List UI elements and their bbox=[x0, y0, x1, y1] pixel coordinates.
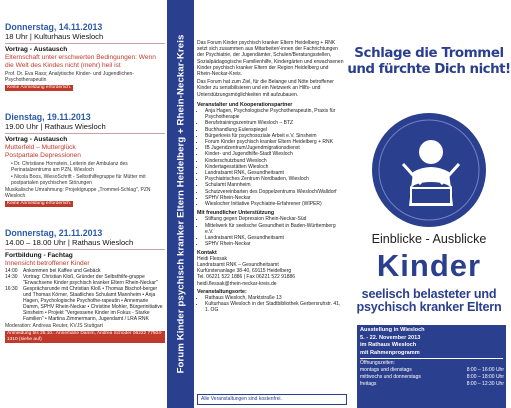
event-1 bbox=[5, 22, 165, 91]
program-row bbox=[5, 286, 165, 322]
list-item: • Landratsamt RNK, Gesundheitsamt bbox=[205, 170, 344, 176]
main-title: Kinder bbox=[376, 248, 482, 283]
list-item: • Wieslocher Initiative Psychiatrie-Erfahrener (WIPER) bbox=[205, 201, 344, 207]
event-subtitle: Postpartale Depressionen bbox=[5, 152, 81, 159]
program-time: 14:30 bbox=[5, 274, 18, 280]
drum-illustration-icon bbox=[369, 110, 489, 230]
slogan-line-2: und fürchte Dich nicht! bbox=[347, 62, 511, 77]
hours-row bbox=[360, 374, 504, 381]
list-item: • Kinderschutzbund Wiesloch bbox=[205, 158, 344, 164]
program-row bbox=[5, 274, 165, 286]
event-date: Dienstag, 19.11.2013 bbox=[5, 112, 91, 122]
divider bbox=[5, 133, 165, 134]
list-item: • Berufstrainingszentrum Wiesloch – BTZ bbox=[205, 120, 344, 126]
support-list bbox=[197, 216, 344, 247]
list-item: • Landratsamt RNK, Gesundheitsamt bbox=[205, 235, 344, 241]
event-subtitle: Mutterfeld – Mutterglück bbox=[5, 144, 76, 151]
event-speaker: Prof. Dr. Eva Rass; Analytische Kinder- und Jugendlichen-Psychotherapeutin bbox=[5, 71, 134, 83]
support-heading: Mit freundlicher Unterstützung bbox=[197, 210, 275, 217]
exhibition-info-box bbox=[357, 325, 506, 408]
event-date: Donnerstag, 14.11.2013 bbox=[5, 22, 103, 32]
hours-day: montags und dienstags bbox=[360, 367, 412, 374]
divider bbox=[5, 249, 165, 250]
left-panel bbox=[0, 0, 167, 408]
list-item: • Forum Kinder psychisch kranker Eltern Heidelberg + RNK bbox=[205, 139, 344, 145]
event-bullet: • Dr. Christiane Hornstein, Leiterin der Ambulanz des Perinatalzentrums am PZN, Wiesloch bbox=[11, 161, 128, 173]
contact-line: Landratsamt RNK – Gesundheitsamt bbox=[197, 261, 279, 268]
event-type: Vortrag - Austausch bbox=[5, 136, 68, 143]
hours-time: 8:00 – 12:30 Uhr bbox=[466, 381, 504, 388]
list-item: • Rathaus Wiesloch, Marktstraße 13 bbox=[205, 295, 344, 301]
list-item: • Schutzvereinbarten des Doppelzentrums Wiesloch/Walldorf bbox=[205, 189, 344, 195]
slogan-line-1: Schlage die Trommel bbox=[354, 46, 504, 61]
event-date: Donnerstag, 21.11.2013 bbox=[5, 228, 103, 238]
event-time: 18 Uhr | Kulturhaus Wiesloch bbox=[5, 32, 104, 41]
list-item: • Stiftung gegen Depression Rhein-Neckar-Süd bbox=[205, 216, 344, 222]
bullet-text: Dr. Christiane Hornstein, Leiterin der Ambulanz des Perinatalzentrums am PZN, Wiesloch bbox=[11, 161, 128, 173]
hours-row bbox=[360, 381, 504, 388]
hours-heading: Öffnungszeiten: bbox=[360, 360, 395, 367]
right-panel bbox=[347, 0, 511, 408]
program-table bbox=[5, 268, 165, 322]
hours-day: mittwochs und donnerstags bbox=[360, 374, 421, 381]
main-subtitle-2: psychisch kranker Eltern bbox=[356, 300, 502, 314]
list-item: • SPHV Rhein-Neckar bbox=[205, 195, 344, 201]
venues-list bbox=[197, 295, 344, 314]
middle-content bbox=[197, 40, 344, 314]
event-music: Musikalische Umrahmung: Projektgruppe „Trommel-Schlag", PZN Wiesloch bbox=[5, 187, 151, 199]
contact-line: Heidi Flessak bbox=[197, 255, 228, 262]
hours-time: 8:00 – 16:00 Uhr bbox=[466, 367, 504, 374]
info-line: 5. - 22. November 2013 bbox=[360, 334, 421, 341]
intro-text: Das Forum Kinder psychisch kranker Eltern Heidelberg + RNK setzt sich zusammen aus Mitarbeiter/-innen der Fachrichtungen der Psychiatrie, der Jugendämter, Schulen/Beratungsstellen, Sozialpädagogische Familienhilfe, Kindergärten und erwachsenen Kinder psychisch kranker Eltern der Region Heidelberg und Rhein-Neckar-Kreis. bbox=[197, 40, 344, 78]
event-type: Vortrag - Austausch bbox=[5, 46, 68, 53]
program-desc: Vortrag: Christian Kloß, Gründer der Selbsthilfe-gruppe "Erwachsene Kinder psychisch kranker Eltern Rhein-Neckar" bbox=[23, 274, 158, 286]
list-item: • Schulamt Mannheim bbox=[205, 182, 344, 188]
list-item: • Bürgerkreis für psychosoziale Arbeit e.V. Sinsheim bbox=[205, 133, 344, 139]
list-item: • IB Jugendzentrum/Jugendmigrationsdienst bbox=[205, 145, 344, 151]
event-time: 14.00 – 18.00 Uhr | Rathaus Wiesloch bbox=[5, 238, 134, 247]
event-note: Keine Anmeldung erforderlich. bbox=[7, 201, 72, 206]
list-item: • Anja Hagen, Psychologische Psychotherapeutin, Praxis für Psychotherapie bbox=[205, 108, 344, 120]
event-time: 19.00 Uhr | Rathaus Wiesloch bbox=[5, 122, 106, 131]
organizers-heading: Veranstalter und Kooperationspartner bbox=[197, 101, 293, 108]
side-strip bbox=[167, 0, 194, 408]
event-note: Anmeldung bis 25.10.: Annemarie Damm, Andrea Schoder 06222 77504-1310 (siehe auf) bbox=[5, 331, 165, 343]
bullet-text: Nicola Boos, WiesoSchrift - Selbsthilfegruppe für Mütter mit postpartalen psychischen Störungen bbox=[11, 174, 146, 186]
event-bullet: • Nicola Boos, WiesoSchrift - Selbsthilfegruppe für Mütter mit postpartalen psychischen Störungen bbox=[11, 174, 146, 186]
event-subtitle: Elternschaft unter erschwerten Bedingungen: Wenn die Welt des Kindes nicht (mehr) heil ist bbox=[5, 54, 156, 69]
list-item: • Mittelwerk für seelische Gesundheit in Baden-Württemberg e.V. bbox=[205, 223, 344, 235]
list-item: • Kinder- und Jugendhilfe-Stadt Wiesloch bbox=[205, 151, 344, 157]
contact-email[interactable]: heidi.flessak@rhein-neckar-kreis.de bbox=[197, 280, 277, 287]
program-time: 14:00 bbox=[5, 268, 18, 274]
contact-line: Tel. 06221 522 1886 | Fax 06221 522 91886 bbox=[197, 274, 296, 281]
event-type: Fortbildung - Fachtag bbox=[5, 252, 73, 259]
info-line: mit Rahmenprogramm bbox=[360, 349, 420, 356]
divider bbox=[5, 43, 165, 44]
list-item: • Kulturhaus Wiesloch in der Stadtbibliothek Gerbersruhstr. 41, 1. OG bbox=[205, 301, 344, 313]
hours-day: freitags bbox=[360, 381, 377, 388]
list-item: • Psychiatrisches Zentrum Nordbaden, Wiesloch bbox=[205, 176, 344, 182]
program-desc: Gesprächsrunde mit Christian Kloß • Thomas Bischof-berger und Thomas Körner, Staatliches Schulamt Mannheim • Anja Hagen, Psychologische Psychothe-rapeutin • Annemarie Damm, SPHV Rhein-Neckar • Christine Mohler, Bürgerinitiative Sinsheim • Projekt "Vergessene Kinder im Fokus - Starke Familien" • Martina Zimmermann, Jugendamt / LRA RNK bbox=[23, 286, 163, 322]
event-2 bbox=[5, 112, 165, 207]
event-3 bbox=[5, 228, 165, 343]
list-item: • SPHV Rhein-Neckar bbox=[205, 241, 344, 247]
venues-heading: Veranstaltungsorte: bbox=[197, 288, 247, 295]
contact-line: Kurfürstenanlage 38-40, 69115 Heidelberg bbox=[197, 268, 292, 275]
info-line: Ausstellung in Wiesloch bbox=[360, 327, 425, 333]
event-subtitle: Innensicht betroffener Kinder bbox=[5, 260, 90, 267]
free-admission-note: Alle Veranstaltungen sind kostenfrei. bbox=[197, 394, 347, 405]
hours-table bbox=[360, 367, 504, 388]
subtitle: Einblicke - Ausblicke bbox=[371, 232, 487, 246]
hours-time: 8:00 – 18:00 Uhr bbox=[466, 374, 504, 381]
main-subtitle-1: seelisch belasteter und bbox=[361, 287, 497, 301]
hours-row bbox=[360, 367, 504, 374]
list-item: • Buchhandlung Eulenspiegel bbox=[205, 127, 344, 133]
program-time: 16:30 bbox=[5, 286, 18, 292]
strip-title: Forum Kinder psychisch kranker Eltern Heidelberg + Rhein-Neckar-Kreis bbox=[175, 34, 186, 374]
event-note: Keine Anmeldung erforderlich. bbox=[7, 85, 72, 90]
event-moderation: Moderation: Andreas Reuter, KVJS Stuttgart bbox=[5, 323, 103, 329]
info-line: im Rathaus Wiesloch bbox=[360, 342, 417, 349]
program-desc: Ankommen bei Kaffee und Gebäck bbox=[23, 268, 101, 274]
middle-panel bbox=[194, 0, 347, 408]
organizers-list bbox=[197, 108, 344, 207]
intro-text-2: Das Forum hat zum Ziel, für die Belange und Nöte betroffener Kinder zu sensibilisieren und ein Netzwerk an Hilfs- und Unterstützungsmöglichkeiten mit aufzubauen. bbox=[197, 79, 334, 98]
contact-heading: Kontakt bbox=[197, 249, 217, 256]
list-item: • Kindertagesstätten Wiesloch bbox=[205, 164, 344, 170]
